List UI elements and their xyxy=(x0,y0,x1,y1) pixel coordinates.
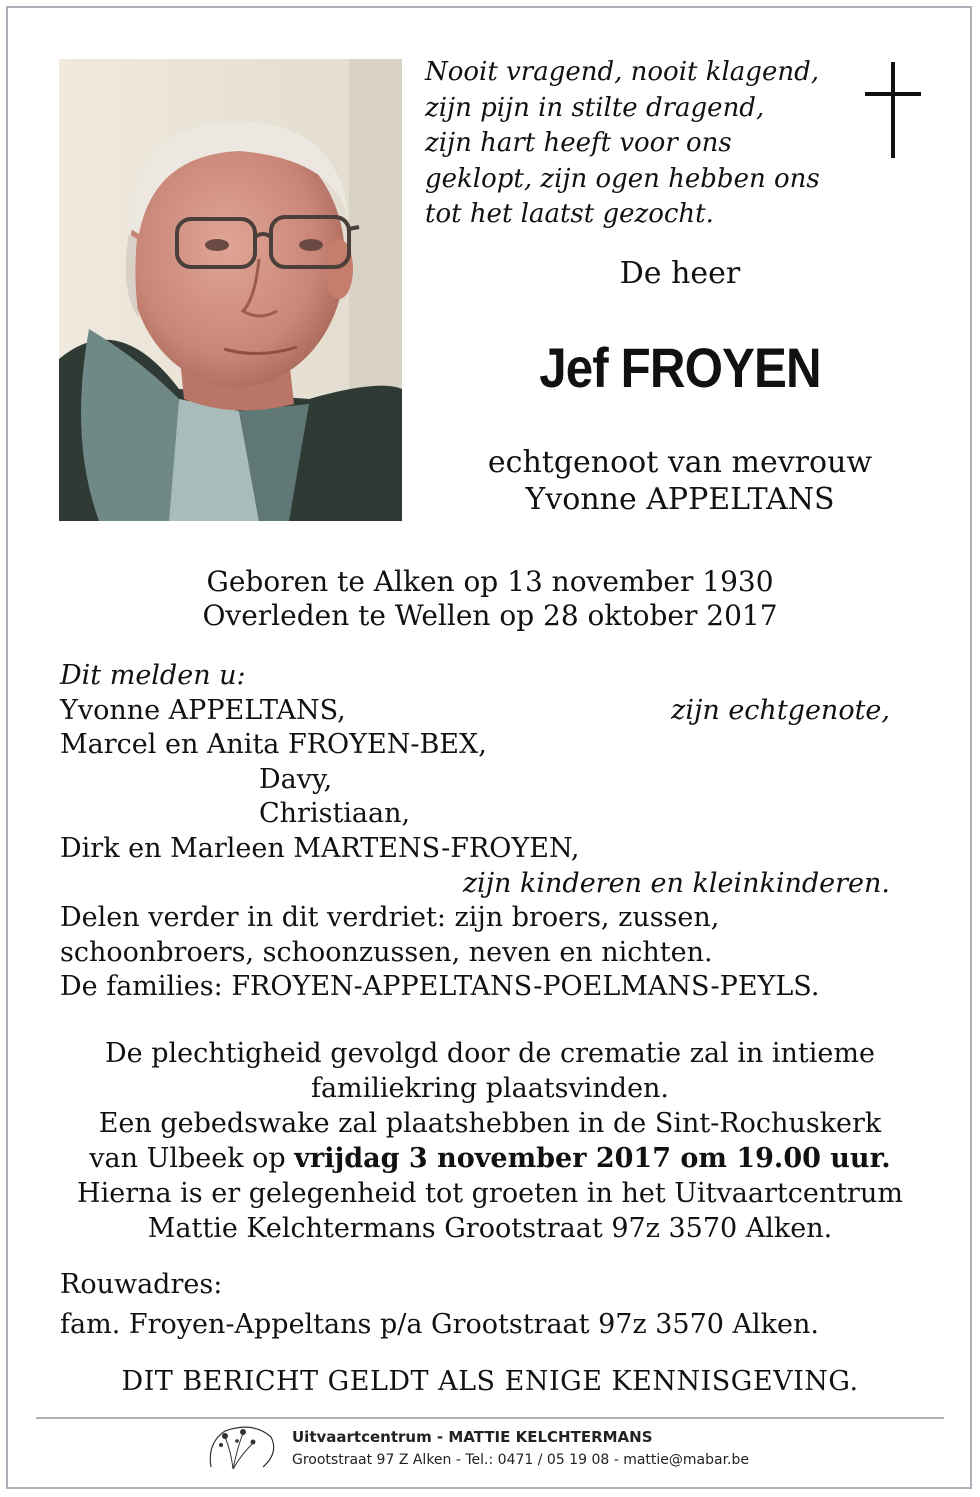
spouse-line2: Yvonne APPELTANS xyxy=(525,482,835,517)
family-list xyxy=(60,659,900,1005)
flower-logo-icon xyxy=(203,1423,279,1477)
cross-icon xyxy=(863,62,923,166)
spouse-info xyxy=(420,444,940,518)
spouse-line1: echtgenoot van mevrouw xyxy=(487,445,873,480)
address-value: fam. Froyen-Appeltans p/a Grootstraat 97z 3570 Alken. xyxy=(60,1309,819,1340)
families-line: De families: FROYEN-APPELTANS-POELMANS-PEYLS. xyxy=(60,971,820,1003)
family-intro: Dit melden u: xyxy=(60,660,246,691)
wife-name: Yvonne APPELTANS, xyxy=(60,694,346,726)
children-role: zijn kinderen en kleinkinderen. xyxy=(462,867,890,899)
ceremony-line: De plechtigheid gevolgd door de crematie zal in intieme xyxy=(105,1038,875,1069)
death-date: Overleden te Wellen op 28 oktober 2017 xyxy=(202,599,778,632)
ceremony-line xyxy=(0,1141,980,1176)
ceremony-line: Een gebedswake zal plaatshebben in de Sint-Rochuskerk xyxy=(98,1108,882,1139)
grandchild2: Christiaan, xyxy=(259,798,411,830)
footer xyxy=(292,1428,749,1468)
poem-line: zijn hart heeft voor ons xyxy=(425,128,732,158)
family-row xyxy=(60,867,900,902)
poem-line: tot het laatst gezocht. xyxy=(425,199,714,229)
child2: Dirk en Marleen MARTENS-FROYEN, xyxy=(60,832,580,864)
notice: DIT BERICHT GELDT ALS ENIGE KENNISGEVING. xyxy=(121,1366,859,1397)
others-line2: schoonbroers, schoonzussen, neven en nichten. xyxy=(60,936,713,968)
birth-date: Geboren te Alken op 13 november 1930 xyxy=(206,565,774,598)
others-line1: Delen verder in dit verdriet: zijn broers, zussen, xyxy=(60,902,720,934)
poem-line: zijn pijn in stilte dragend, xyxy=(425,92,765,123)
divider xyxy=(36,1417,944,1419)
child1: Marcel en Anita FROYEN-BEX, xyxy=(60,729,487,761)
poem-line: geklopt, zijn ogen hebben ons xyxy=(425,163,820,194)
portrait-photo xyxy=(59,59,402,521)
mourning-address xyxy=(60,1265,819,1345)
ceremony-info xyxy=(0,1036,980,1246)
family-row xyxy=(60,694,900,729)
poem-line: Nooit vragend, nooit klagend, xyxy=(425,57,819,87)
poem xyxy=(425,55,845,233)
grandchild1: Davy, xyxy=(259,763,333,795)
wife-role: zijn echtgenote, xyxy=(671,694,890,726)
life-dates xyxy=(0,565,980,633)
footer-contact: Grootstraat 97 Z Alken - Tel.: 0471 / 05 19 08 - mattie@mabar.be xyxy=(292,1452,750,1468)
ceremony-line-prefix: van Ulbeek op xyxy=(89,1143,295,1174)
footer-company: Uitvaartcentrum - MATTIE KELCHTERMANS xyxy=(292,1428,653,1446)
ceremony-line: familiekring plaatsvinden. xyxy=(310,1073,670,1104)
salutation: De heer xyxy=(619,256,741,291)
ceremony-line: Mattie Kelchtermans Grootstraat 97z 3570 Alken. xyxy=(147,1213,833,1244)
ceremony-datetime: vrijdag 3 november 2017 om 19.00 uur. xyxy=(294,1143,891,1174)
ceremony-line: Hierna is er gelegenheid tot groeten in het Uitvaartcentrum xyxy=(77,1178,903,1209)
deceased-name: Jef FROYEN xyxy=(539,336,821,399)
address-label: Rouwadres: xyxy=(60,1269,223,1300)
